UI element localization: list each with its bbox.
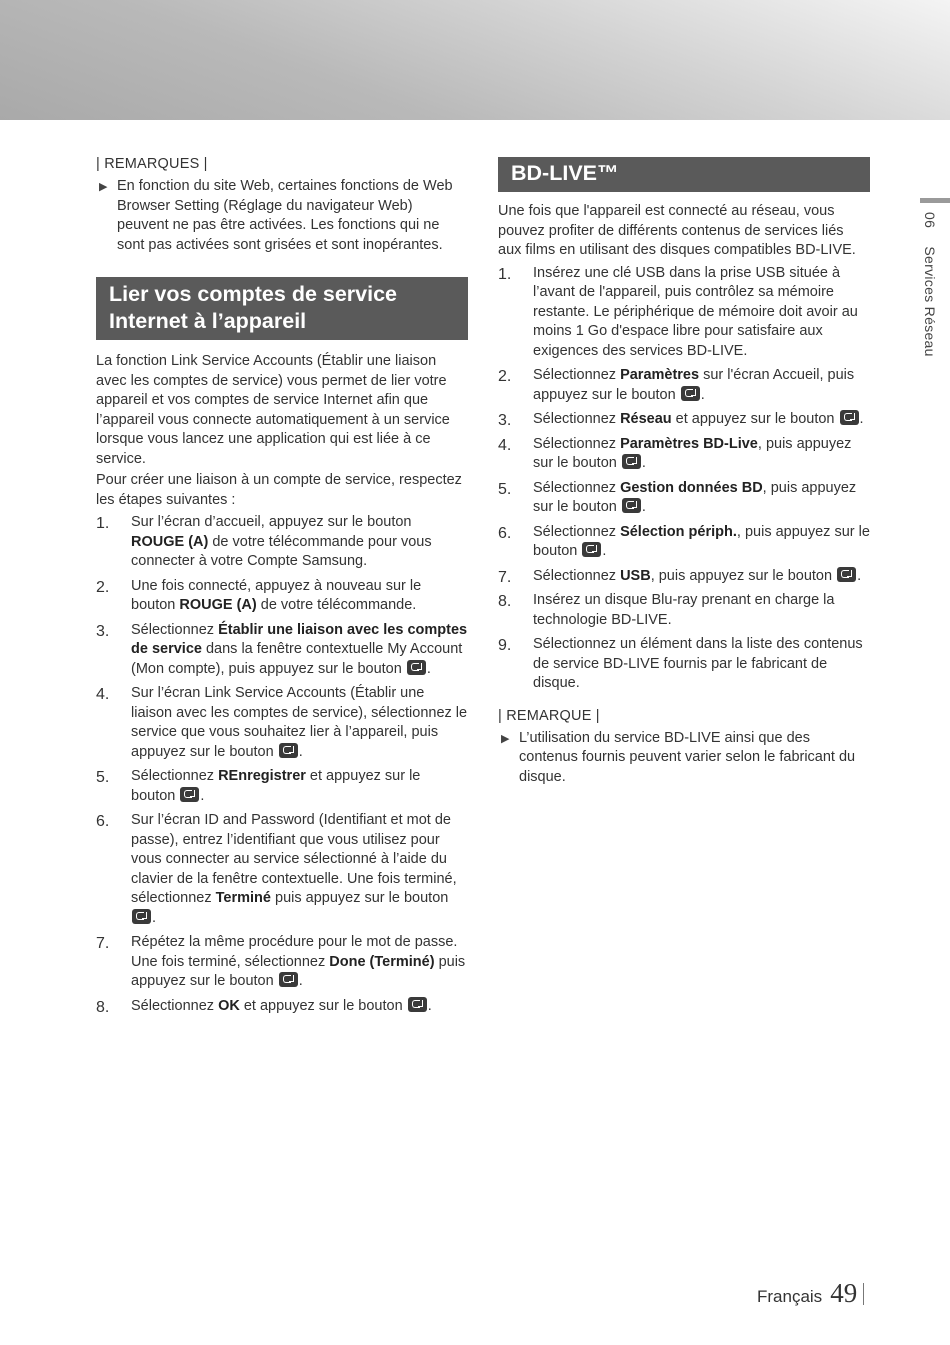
step-number: 8. bbox=[96, 998, 110, 1016]
step-number: 1. bbox=[96, 515, 110, 532]
step-number: 2. bbox=[498, 368, 512, 385]
step-number: 4. bbox=[498, 436, 512, 454]
step-text: puis appuyez sur le bouton bbox=[131, 953, 466, 989]
enter-button-icon bbox=[622, 454, 641, 469]
footer-divider bbox=[863, 1283, 864, 1305]
step-keyword: Paramètres bbox=[620, 367, 700, 383]
step-number: 8. bbox=[498, 593, 512, 610]
step-text: Sur l’écran Link Service Accounts (Établir une liaison avec les comptes de service), sélectionnez le service que vous souhaitez lier à l’appareil, puis appuyez sur le bouton bbox=[131, 685, 468, 760]
remark-item bbox=[498, 729, 870, 788]
list-item: 3. Sélectionnez Réseau et appuyez sur le bouton . bbox=[498, 411, 864, 429]
chapter-tab-marker bbox=[920, 198, 950, 203]
step-text: Sélectionnez un élément dans la liste des contenus de service BD-LIVE fournis par le fabricant de disque. bbox=[533, 636, 863, 691]
step-text: Sélectionnez bbox=[533, 567, 621, 584]
step-text: Une fois connecté, appuyez à nouveau sur le bouton bbox=[131, 577, 422, 613]
step-text: Sur l’écran d’accueil, appuyez sur le bouton bbox=[131, 514, 412, 530]
enter-button-icon bbox=[132, 909, 151, 924]
step-keyword: Paramètres BD-Live bbox=[620, 435, 758, 452]
list-item: 4. Sélectionnez Paramètres BD-Live, puis appuyez sur le bouton . bbox=[498, 435, 852, 471]
step-keyword: ROUGE (A) bbox=[179, 597, 257, 613]
step-text: Sélectionnez bbox=[533, 523, 621, 540]
step-text: Sélectionnez bbox=[131, 997, 219, 1014]
list-item bbox=[96, 513, 468, 572]
bullet-triangle-icon: ▶ bbox=[99, 181, 108, 193]
step-text: de votre télécommande. bbox=[256, 597, 417, 613]
enter-button-icon bbox=[279, 743, 298, 758]
enter-button-icon bbox=[180, 787, 199, 802]
enter-button-icon bbox=[408, 997, 427, 1012]
left-column bbox=[96, 154, 468, 1021]
step-number: 4. bbox=[96, 686, 110, 703]
step-number: 6. bbox=[498, 524, 512, 542]
intro-paragraph: La fonction Link Service Accounts (Établir une liaison avec les comptes de service) vous permet de lier votre appareil et vos comptes de service Internet afin que l’appareil vous connecte automatiquement à un service lorsque vous lancez une application qui est liée à ce service. bbox=[96, 353, 450, 467]
step-keyword: Réseau bbox=[620, 411, 672, 427]
step-keyword: Établir une liaison avec les comptes de service bbox=[131, 621, 468, 657]
bullet-triangle-icon: ▶ bbox=[501, 732, 510, 745]
step-text: , puis appuyez sur le bouton bbox=[533, 435, 852, 471]
step-text: , puis appuyez sur le bouton bbox=[650, 567, 837, 584]
step-keyword: ROUGE (A) bbox=[131, 533, 209, 550]
list-item bbox=[498, 591, 870, 630]
step-number: 5. bbox=[96, 769, 110, 786]
step-keyword: Terminé bbox=[215, 890, 271, 906]
list-item: 6. Sélectionnez Sélection périph., puis appuyez sur le bouton . bbox=[498, 523, 870, 559]
list-item: 3. Sélectionnez Établir une liaison avec les comptes de service dans la fenêtre contextuelle My Account (Mon compte), puis appuyez sur le bouton . bbox=[96, 621, 468, 677]
step-text: et appuyez sur le bouton bbox=[671, 411, 839, 427]
step-text: Sélectionnez bbox=[533, 367, 621, 383]
step-text: Sélectionnez bbox=[533, 435, 621, 452]
list-item: 5. Sélectionnez Gestion données BD, puis appuyez sur le bouton . bbox=[498, 479, 857, 515]
bd-live-intro: Une fois que l'appareil est connecté au réseau, vous pouvez profiter de différents contenus de services liés aux films en utilisant des disques compatibles BD-LIVE. bbox=[498, 203, 856, 258]
section-title-bd-live: BD-LIVE™ bbox=[498, 157, 870, 192]
list-item: 6. Sur l’écran ID and Password (Identifiant et mot de passe), entrez l’identifiant que vous utilisez pour vous connecter au service sélectionné à l’aide du clavier de la fenêtre contextuelle. Une fois terminé, sélectionnez Terminé puis appuyez sur le bouton . bbox=[96, 812, 457, 926]
step-number: 2. bbox=[96, 578, 110, 596]
step-text: et appuyez sur le bouton bbox=[131, 768, 421, 804]
step-text: , puis appuyez sur le bouton bbox=[533, 523, 870, 559]
remarks-heading: | REMARQUES | bbox=[96, 156, 208, 172]
step-text: sur l'écran Accueil, puis appuyez sur le bouton bbox=[533, 367, 855, 403]
right-steps-list bbox=[498, 264, 870, 694]
section-title-line-1: Lier vos comptes de service bbox=[109, 282, 398, 306]
list-item: 8. Sélectionnez OK et appuyez sur le bouton . bbox=[96, 997, 432, 1016]
step-text: de votre télécommande pour vous connecter à votre Compte Samsung. bbox=[131, 533, 432, 569]
remarks-item bbox=[96, 177, 468, 255]
step-text: Sélectionnez bbox=[533, 479, 621, 496]
header-gradient-band bbox=[0, 0, 950, 120]
list-item bbox=[498, 264, 870, 362]
chapter-side-label bbox=[922, 212, 938, 357]
step-number: 1. bbox=[498, 265, 512, 283]
step-keyword: OK bbox=[218, 997, 240, 1014]
chapter-title: Services Réseau bbox=[922, 246, 938, 357]
step-keyword: Gestion données BD bbox=[620, 479, 763, 496]
enter-button-icon bbox=[840, 410, 859, 425]
chapter-number: 06 bbox=[922, 212, 938, 229]
step-number: 6. bbox=[96, 813, 110, 830]
remark-heading: | REMARQUE | bbox=[498, 707, 600, 724]
step-text: et appuyez sur le bouton bbox=[239, 997, 407, 1014]
list-item: 5. Sélectionnez REnregistrer et appuyez sur le bouton . bbox=[96, 768, 421, 804]
step-text: Sélectionnez bbox=[131, 621, 219, 638]
step-keyword: REnregistrer bbox=[218, 768, 306, 784]
step-number: 5. bbox=[498, 480, 512, 498]
step-text: Sélectionnez bbox=[131, 768, 219, 784]
instructions-paragraph: Pour créer une liaison à un compte de service, respectez les étapes suivantes : bbox=[96, 472, 462, 508]
step-number: 7. bbox=[96, 935, 110, 952]
page-footer bbox=[757, 1278, 864, 1309]
step-text: , puis appuyez sur le bouton bbox=[533, 479, 857, 515]
enter-button-icon bbox=[681, 386, 700, 401]
step-text: Insérez une clé USB dans la prise USB située à l’avant de l'appareil, puis contrôlez sa mémoire restante. Le périphérique de mémoire doit avoir au moins 1 Go d'espace libre pour satisfaire aux exigences des services BD-LIVE. bbox=[533, 264, 858, 359]
step-text: dans la fenêtre contextuelle My Account (Mon compte), puis appuyez sur le bouton bbox=[131, 641, 463, 677]
enter-button-icon bbox=[279, 972, 298, 987]
list-item bbox=[498, 635, 870, 694]
step-keyword: USB bbox=[620, 567, 651, 584]
step-keyword: Sélection périph. bbox=[620, 523, 737, 540]
step-keyword: Done (Terminé) bbox=[329, 953, 435, 970]
right-column bbox=[498, 154, 870, 787]
footer-language: Français bbox=[757, 1287, 823, 1306]
enter-button-icon bbox=[622, 498, 641, 513]
remarks-text: En fonction du site Web, certaines fonctions de Web Browser Setting (Réglage du navigateur Web) peuvent ne pas être activées. Les fonctions qui ne sont pas activées sont grisées et sont inopérantes. bbox=[117, 178, 453, 253]
enter-button-icon bbox=[407, 660, 426, 675]
enter-button-icon bbox=[837, 567, 856, 582]
section-title-link-accounts bbox=[96, 277, 468, 340]
page-number: 49 bbox=[830, 1278, 858, 1308]
section-title-line-2: Internet à l’appareil bbox=[109, 309, 307, 333]
enter-button-icon bbox=[582, 542, 601, 557]
list-item: 2. Sélectionnez Paramètres sur l'écran Accueil, puis appuyez sur le bouton . bbox=[498, 367, 855, 403]
list-item: 7. Répétez la même procédure pour le mot de passe. Une fois terminé, sélectionnez Done (Terminé) puis appuyez sur le bouton . bbox=[96, 934, 466, 989]
step-number: 3. bbox=[96, 622, 110, 640]
step-text: puis appuyez sur le bouton bbox=[270, 890, 449, 906]
left-steps-list bbox=[96, 513, 468, 1016]
list-item: 7. Sélectionnez USB, puis appuyez sur le bouton . bbox=[498, 567, 862, 586]
step-text: Sur l’écran ID and Password (Identifiant et mot de passe), entrez l’identifiant que vous utilisez pour vous connecter au service sélectionné à l’aide du clavier de la fenêtre contextuelle. Une fois terminé, sélectionnez bbox=[131, 812, 457, 906]
list-item: 4. Sur l’écran Link Service Accounts (Établir une liaison avec les comptes de service), sélectionnez le service que vous souhaitez lier à l’appareil, puis appuyez sur le bouton . bbox=[96, 685, 468, 760]
step-text: Insérez un disque Blu-ray prenant en charge la technologie BD-LIVE. bbox=[533, 592, 835, 628]
step-number: 9. bbox=[498, 637, 512, 654]
step-text: Sélectionnez bbox=[533, 411, 621, 427]
remark-text: L’utilisation du service BD-LIVE ainsi que des contenus fournis peuvent varier selon le fabricant du disque. bbox=[519, 729, 856, 785]
step-number: 7. bbox=[498, 568, 512, 586]
list-item bbox=[96, 577, 468, 616]
step-text: Répétez la même procédure pour le mot de passe. Une fois terminé, sélectionnez bbox=[131, 934, 458, 970]
step-number: 3. bbox=[498, 412, 512, 429]
